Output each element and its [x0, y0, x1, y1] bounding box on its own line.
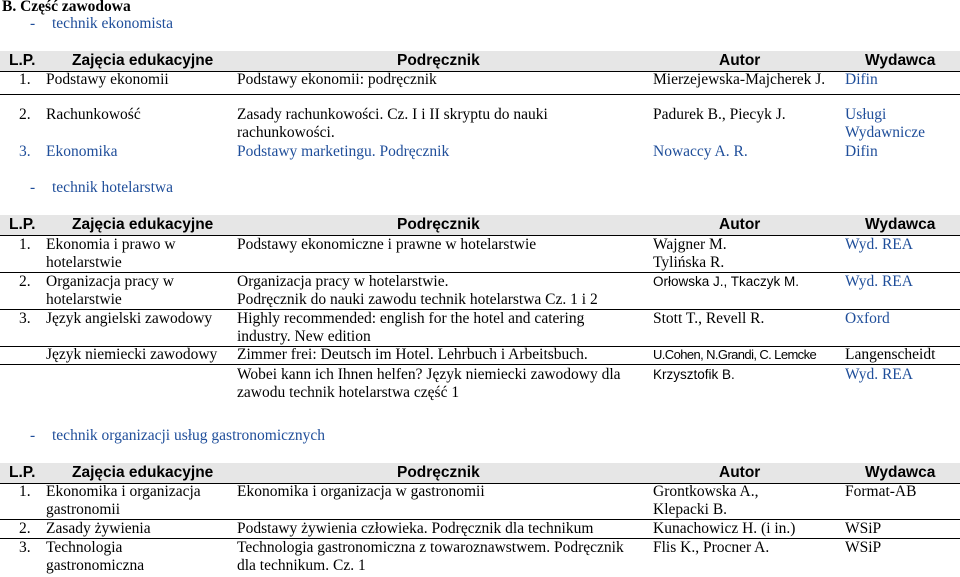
row-book-cont: Podręcznik do nauki zawodu technik hotelarstwa Cz. 1 i 2	[237, 291, 598, 308]
row-book: Podstawy marketingu. Podręcznik	[237, 143, 450, 160]
section-dash: -	[30, 427, 36, 444]
header-subject: Zajęcia edukacyjne	[72, 52, 214, 69]
row-author: Kunachowicz H. (i in.)	[653, 520, 796, 537]
row-book: Zasady rachunkowości. Cz. I i II skryptu do nauki	[237, 106, 548, 123]
row-book: Technologia gastronomiczna z towaroznawstwem. Podręcznik	[237, 539, 624, 556]
header-publisher: Wydawca	[865, 464, 936, 481]
header-book: Podręcznik	[397, 216, 480, 233]
row-lp: 1.	[19, 236, 31, 253]
table-rule	[0, 364, 960, 365]
header-lp: L.P.	[9, 216, 36, 233]
row-author: Grontkowska A.,	[653, 483, 759, 500]
header-lp: L.P.	[9, 52, 36, 69]
row-publisher: WSiP	[845, 520, 882, 537]
row-publisher: Oxford	[845, 310, 890, 327]
row-subject: Ekonomika	[46, 143, 118, 160]
row-subject: Technologia	[46, 539, 123, 556]
header-publisher: Wydawca	[865, 52, 936, 69]
row-subject-cont: gastronomiczna	[46, 557, 145, 574]
row-lp: 2.	[19, 273, 31, 290]
row-author-cont: Klepacki B.	[653, 501, 728, 518]
section-title-gastronomia: technik organizacji usług gastronomicznych	[52, 427, 326, 444]
row-subject-cont: gastronomii	[46, 501, 121, 518]
row-book: Ekonomika i organizacja w gastronomii	[237, 483, 485, 500]
row-author: U.Cohen, N.Grandi, C. Lemcke	[653, 347, 817, 362]
header-author: Autor	[719, 216, 761, 233]
row-subject: Ekonomia i prawo w	[46, 236, 176, 253]
row-subject-cont: hotelarstwie	[46, 291, 122, 308]
row-book: Wobei kann ich Ihnen helfen? Język niemiecki zawodowy dla	[237, 366, 621, 383]
row-publisher: Format-AB	[845, 483, 917, 500]
row-book: Podstawy ekonomii: podręcznik	[237, 71, 437, 88]
row-author: Nowaccy A. R.	[653, 143, 748, 160]
row-publisher: Wyd. REA	[845, 236, 913, 253]
row-subject: Język angielski zawodowy	[46, 310, 213, 327]
row-lp: 2.	[19, 520, 31, 537]
row-publisher: Langenscheidt	[845, 346, 936, 363]
row-book: Highly recommended: english for the hotel and catering	[237, 310, 585, 327]
row-publisher: Usługi	[845, 106, 887, 123]
row-author: Mierzejewska-Majcherek J.	[653, 71, 826, 88]
row-author: Flis K., Procner A.	[653, 539, 770, 556]
header-publisher: Wydawca	[865, 216, 936, 233]
row-author: Krzysztofik B.	[653, 367, 735, 382]
row-lp: 1.	[19, 483, 31, 500]
row-book: Podstawy ekonomiczne i prawne w hotelarstwie	[237, 236, 537, 253]
part-title: B. Część zawodowa	[2, 0, 131, 15]
row-author: Wajgner M.	[653, 236, 727, 253]
row-publisher-cont: Wydawnicze	[845, 124, 925, 141]
section-dash: -	[30, 15, 36, 32]
row-subject: Język niemiecki zawodowy	[46, 346, 218, 363]
header-author: Autor	[719, 464, 761, 481]
row-subject: Ekonomika i organizacja	[46, 483, 201, 500]
header-author: Autor	[719, 52, 761, 69]
row-author: Orłowska J., Tkaczyk M.	[653, 274, 800, 289]
header-book: Podręcznik	[397, 464, 480, 481]
row-book: Organizacja pracy w hotelarstwie.	[237, 273, 449, 290]
row-author: Stott T., Revell R.	[653, 310, 765, 327]
row-book: Podstawy żywienia człowieka. Podręcznik dla technikum	[237, 520, 594, 537]
row-subject-cont: hotelarstwie	[46, 254, 122, 271]
row-publisher: Wyd. REA	[845, 366, 913, 383]
header-subject: Zajęcia edukacyjne	[72, 216, 214, 233]
row-author-cont: Tylińska R.	[653, 254, 725, 271]
row-publisher: WSiP	[845, 539, 882, 556]
row-lp: 2.	[19, 106, 31, 123]
row-subject: Rachunkowość	[46, 106, 141, 123]
row-lp: 3.	[19, 143, 31, 160]
table-rule	[0, 94, 960, 95]
header-subject: Zajęcia edukacyjne	[72, 464, 214, 481]
row-author: Padurek B., Piecyk J.	[653, 106, 786, 123]
row-subject: Organizacja pracy w	[46, 273, 174, 290]
row-book-cont: dla technikum. Cz. 1	[237, 557, 366, 574]
section-title-ekonomista: technik ekonomista	[52, 15, 173, 32]
row-lp: 3.	[19, 539, 31, 556]
row-book-cont: zawodu technik hotelarstwa część 1	[237, 384, 460, 401]
header-lp: L.P.	[9, 464, 36, 481]
row-book: Zimmer frei: Deutsch im Hotel. Lehrbuch i Arbeitsbuch.	[237, 346, 588, 363]
row-lp: 3.	[19, 310, 31, 327]
row-publisher: Difin	[845, 143, 878, 160]
row-subject: Podstawy ekonomii	[46, 71, 169, 88]
section-title-hotelarstwa: technik hotelarstwa	[52, 179, 173, 196]
row-publisher: Wyd. REA	[845, 273, 913, 290]
row-lp: 1.	[19, 71, 31, 88]
row-book-cont: industry. New edition	[237, 328, 371, 345]
row-subject: Zasady żywienia	[46, 520, 151, 537]
row-publisher: Difin	[845, 71, 878, 88]
section-dash: -	[30, 179, 36, 196]
row-book-cont: rachunkowości.	[237, 124, 335, 141]
header-book: Podręcznik	[397, 52, 480, 69]
